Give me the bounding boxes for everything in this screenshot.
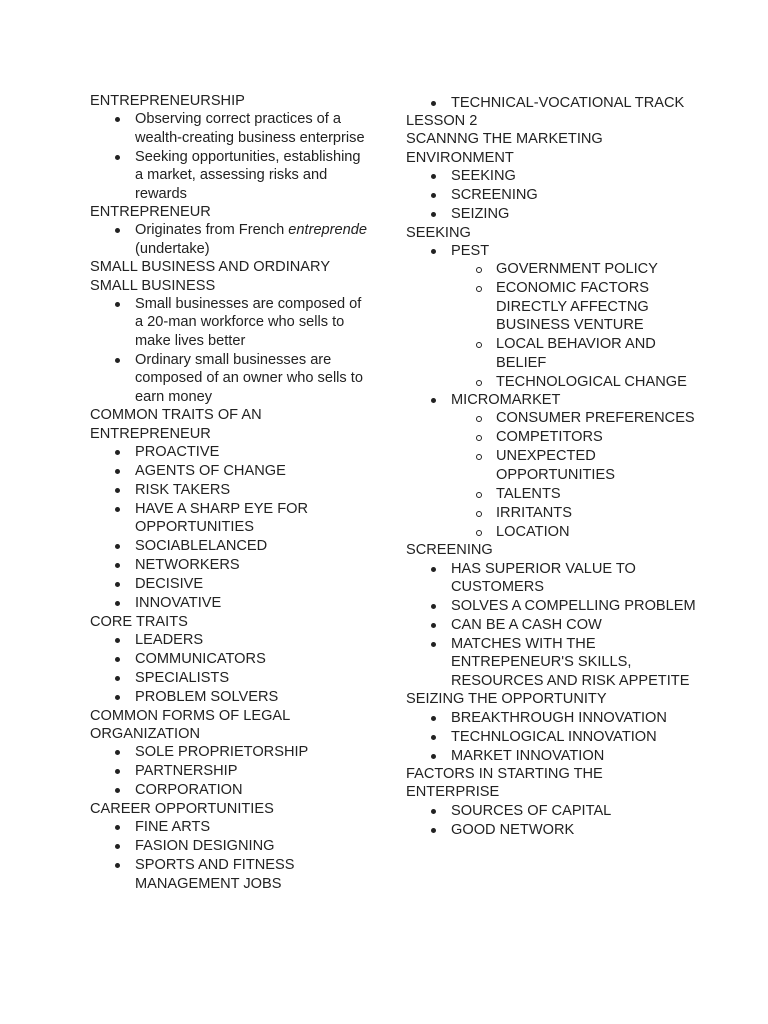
list-item: GOOD NETWORK (406, 821, 696, 839)
list-screening (406, 560, 696, 691)
list-item: COMMUNICATORS (90, 650, 370, 668)
list-seeking-micro (406, 391, 696, 409)
list-factors (406, 802, 696, 839)
list-item: INNOVATIVE (90, 594, 370, 612)
list-item: MARKET INNOVATION (406, 747, 696, 765)
list-item: DECISIVE (90, 575, 370, 593)
list-item: CORPORATION (90, 781, 370, 799)
heading-seizing: SEIZING THE OPPORTUNITY (406, 691, 607, 708)
list-item: Seeking opportunities, establishing a market, assessing risks and rewards (90, 148, 370, 203)
heading-lesson: LESSON 2 (406, 112, 478, 129)
list-item (406, 391, 696, 409)
origin-meaning: (undertake) (135, 240, 210, 257)
heading-factors: FACTORS IN STARTING THE ENTERPRISE (406, 766, 603, 801)
list-item: RISK TAKERS (90, 481, 370, 499)
list-core-traits (90, 631, 370, 706)
list-seeking (406, 242, 696, 260)
right-column (406, 94, 696, 840)
list-tracks-continued (406, 94, 696, 112)
list-item: HAS SUPERIOR VALUE TO CUSTOMERS (406, 560, 696, 597)
heading-legal-organization: COMMON FORMS OF LEGAL ORGANIZATION (90, 707, 290, 742)
list-pest (406, 260, 696, 391)
list-item: PROBLEM SOLVERS (90, 688, 370, 706)
list-item: HAVE A SHARP EYE FOR OPPORTUNITIES (90, 500, 370, 537)
heading-core-traits: CORE TRAITS (90, 613, 188, 630)
list-item: GOVERNMENT POLICY (406, 260, 696, 278)
list-item: SOCIABLELANCED (90, 537, 370, 555)
list-item: TECHNLOGICAL INNOVATION (406, 728, 696, 746)
list-item: AGENTS OF CHANGE (90, 462, 370, 480)
heading-entrepreneur: ENTREPRENEUR (90, 204, 211, 221)
list-item: CONSUMER PREFERENCES (406, 409, 696, 427)
heading-small-business: SMALL BUSINESS AND ORDINARY SMALL BUSINESS (90, 259, 330, 294)
list-item: TALENTS (406, 485, 696, 503)
list-item: IRRITANTS (406, 504, 696, 522)
heading-seeking: SEEKING (406, 224, 471, 241)
origin-word: entreprende (288, 222, 368, 239)
micromarket-label: MICROMARKET (451, 391, 561, 408)
list-item: PROACTIVE (90, 443, 370, 461)
list-item (406, 242, 696, 260)
list-entrepreneurship (90, 110, 370, 203)
list-item: SOLE PROPRIETORSHIP (90, 743, 370, 761)
list-micromarket (406, 409, 696, 541)
list-item: FASION DESIGNING (90, 837, 370, 855)
list-item: NETWORKERS (90, 556, 370, 574)
list-entrepreneur (90, 221, 370, 258)
list-item: Observing correct practices of a wealth-creating business enterprise (90, 110, 370, 147)
pest-label: PEST (451, 242, 490, 259)
list-item: PARTNERSHIP (90, 762, 370, 780)
list-common-traits (90, 443, 370, 613)
list-item: TECHNOLOGICAL CHANGE (406, 373, 696, 391)
list-item: LOCAL BEHAVIOR AND BELIEF (406, 335, 696, 372)
list-item: SPECIALISTS (90, 669, 370, 687)
list-small-business (90, 295, 370, 406)
list-item: SCREENING (406, 186, 696, 204)
list-item: Ordinary small businesses are composed of an owner who sells to earn money (90, 351, 370, 406)
list-item: SPORTS AND FITNESS MANAGEMENT JOBS (90, 856, 370, 893)
list-item: SOURCES OF CAPITAL (406, 802, 696, 820)
list-item: ECONOMIC FACTORS DIRECTLY AFFECTNG BUSINESS VENTURE (406, 279, 696, 334)
heading-common-traits: COMMON TRAITS OF AN ENTREPRENEUR (90, 407, 262, 442)
list-seizing (406, 709, 696, 765)
heading-screening: SCREENING (406, 542, 493, 559)
list-item: LOCATION (406, 523, 696, 541)
list-scanning (406, 167, 696, 223)
heading-entrepreneurship: ENTREPRENEURSHIP (90, 93, 245, 109)
heading-scanning: SCANNNG THE MARKETING ENVIRONMENT (406, 131, 603, 166)
list-item: LEADERS (90, 631, 370, 649)
list-item: SEEKING (406, 167, 696, 185)
origin-text: Originates from French (135, 222, 285, 239)
list-item: Small businesses are composed of a 20-man workforce who sells to make lives better (90, 295, 370, 350)
list-item: COMPETITORS (406, 428, 696, 446)
list-item: SEIZING (406, 205, 696, 223)
list-item: UNEXPECTED OPPORTUNITIES (406, 447, 696, 484)
list-legal-organization (90, 743, 370, 799)
list-career-opportunities (90, 818, 370, 893)
left-column (90, 92, 370, 893)
list-item: FINE ARTS (90, 818, 370, 836)
list-item: BREAKTHROUGH INNOVATION (406, 709, 696, 727)
list-item: CAN BE A CASH COW (406, 616, 696, 634)
list-item: SOLVES A COMPELLING PROBLEM (406, 597, 696, 615)
list-item: TECHNICAL-VOCATIONAL TRACK (406, 94, 696, 112)
list-item (90, 221, 370, 258)
list-item: MATCHES WITH THE ENTREPENEUR'S SKILLS, RESOURCES AND RISK APPETITE (406, 635, 696, 690)
heading-career-opportunities: CAREER OPPORTUNITIES (90, 800, 274, 817)
